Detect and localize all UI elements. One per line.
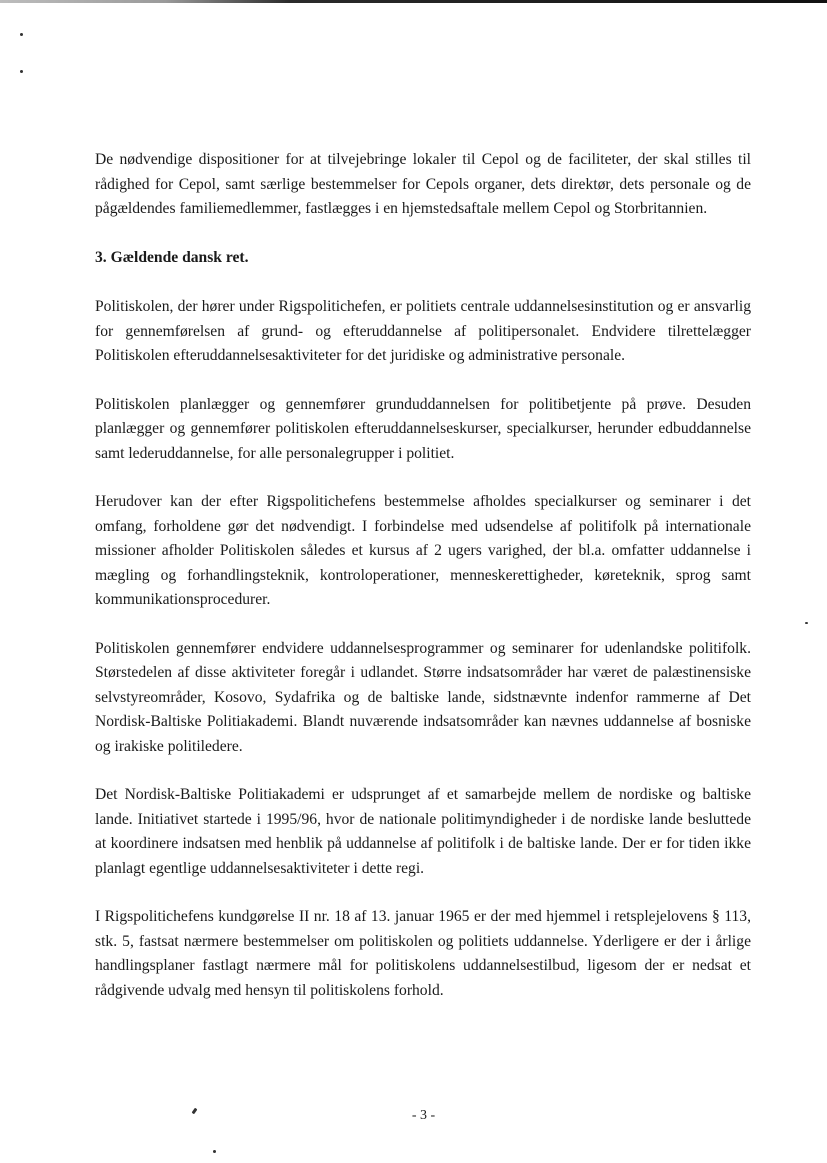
paragraph-cepol-facilities: De nødvendige dispositioner for at tilvejebringe lokaler til Cepol og de faciliteter, der skal stilles til rådighed for Cepol, samt særlige bestemmelser for Cepols organer, dets direktør, dets personale og de pågældendes familiemedlemmer, fastlægges i en hjemstedsaftale mellem Cepol og Storbritannien.: [95, 151, 751, 217]
scan-speck: [20, 70, 23, 73]
page-number-text: - 3 -: [411, 1108, 436, 1123]
paragraph-special-courses: Herudover kan der efter Rigspolitichefens bestemmelse afholdes specialkurser og seminarer i det omfang, forholdene gør det nødvendigt. I forbindelse med udsendelse af politifolk på internationale missioner afholder Politiskolen således et kursus af 2 ugers varighed, der bl.a. omfatter uddannelse i mægling og forhandlingsteknik, kontroloperationer, menneskerettigheder, køreteknik, sprog samt kommunikationsprocedurer.: [95, 493, 751, 608]
paragraph-legal-basis: I Rigspolitichefens kundgørelse II nr. 18 af 13. januar 1965 er der med hjemmel i retsplejelovens § 113, stk. 5, fastsat nærmere bestemmelser om politiskolen og politiets uddannelse. Yderligere er der i årlige handlingsplaner fastlagt nærmere mål for politiskolens uddannelsestilbud, ligesom der er nedsat et rådgivende udvalg med hensyn til politiskolens forhold.: [95, 908, 751, 999]
paragraph-basic-training: Politiskolen planlægger og gennemfører grunduddannelsen for politibetjente på prøve. Desuden planlægger og gennemfører politiskolen efteruddannelseskurser, specialkurser, herunder edbuddannelse samt lederuddannelse, for alle personalegrupper i politiet.: [95, 395, 751, 462]
section-heading: 3. Gældende dansk ret.: [95, 248, 249, 266]
paragraph-politiskolen-role: Politiskolen, der hører under Rigspolitichefen, er politiets centrale uddannelsesinstitution og er ansvarlig for gennemførelsen af grund- og efteruddannelse af politipersonalet. Endvidere tilrettelægger Politiskolen efteruddannelsesaktiviteter for det juridiske og administrative personale.: [95, 298, 751, 364]
document-body: [95, 148, 751, 1003]
scan-top-edge: [0, 0, 827, 3]
scan-speck: [805, 622, 808, 624]
paragraph-foreign-programs: Politiskolen gennemfører endvidere uddannelsesprogrammer og seminarer for udenlandske politifolk. Størstedelen af disse aktiviteter foregår i udlandet. Større indsatsområder har været de palæstinensiske selvstyreområder, Kosovo, Sydafrika og de baltiske lande, sidstnævnte indenfor rammerne af Det Nordisk-Baltiske Politiakademi. Blandt nuværende indsatsområder kan nævnes uddannelse af bosniske og irakiske politiledere.: [95, 639, 751, 755]
paragraph-nordic-baltic-academy: Det Nordisk-Baltiske Politiakademi er udsprunget af et samarbejde mellem de nordiske og baltiske lande. Initiativet startede i 1995/96, hvor de nationale politimyndigheder i de nordiske lande besluttede at koordinere indsatsen med henblik på uddannelse af politifolk i de baltiske lande. Der er for tiden ikke planlagt egentlige uddannelsesaktiviteter i dette regi.: [95, 786, 751, 877]
page-number: [0, 1107, 827, 1125]
scan-speck: [20, 33, 23, 36]
scan-speck: [213, 1150, 216, 1153]
